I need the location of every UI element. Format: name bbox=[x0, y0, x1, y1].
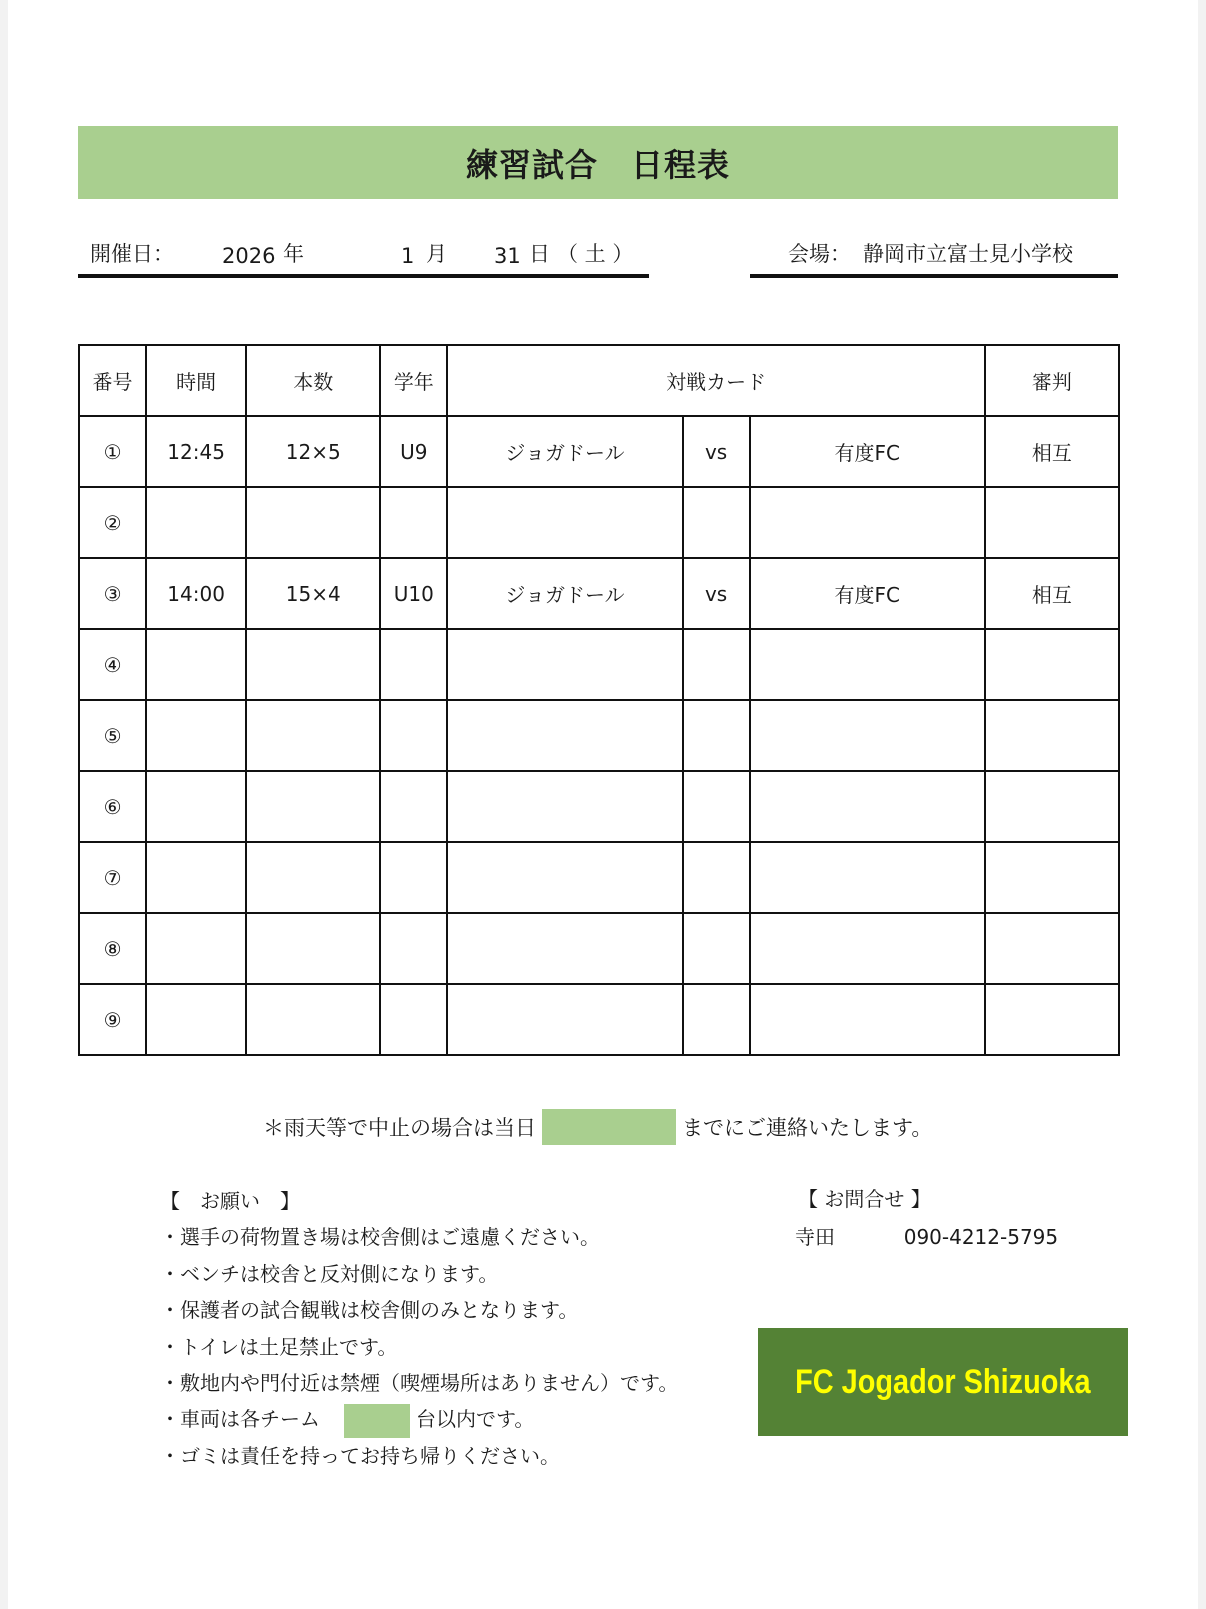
cell-team1 bbox=[447, 984, 682, 1055]
cell-referee bbox=[985, 700, 1119, 771]
request-item: ・トイレは土足禁止です。 bbox=[160, 1334, 398, 1359]
table-row bbox=[79, 771, 1119, 842]
date-label: 開催日： bbox=[90, 242, 174, 266]
cell-team2 bbox=[750, 700, 985, 771]
contact-title: 【 お問合せ 】 bbox=[798, 1187, 931, 1211]
cell-team1 bbox=[447, 842, 682, 913]
table-row bbox=[79, 558, 1119, 629]
header-number: 番号 bbox=[79, 345, 146, 416]
venue-line bbox=[750, 232, 1118, 278]
cell-number: ① bbox=[79, 416, 146, 487]
cell-time bbox=[146, 700, 246, 771]
vehicle-before: ・車両は各チーム bbox=[160, 1407, 320, 1432]
cell-number: ⑦ bbox=[79, 842, 146, 913]
cell-time bbox=[146, 842, 246, 913]
cell-referee: 相互 bbox=[985, 416, 1119, 487]
cell-grade: U10 bbox=[380, 558, 447, 629]
cell-team1 bbox=[447, 771, 682, 842]
cell-team1 bbox=[447, 629, 682, 700]
request-item-vehicle bbox=[160, 1401, 678, 1438]
cell-grade bbox=[380, 913, 447, 984]
header-referee: 審判 bbox=[985, 345, 1119, 416]
cell-vs bbox=[683, 913, 750, 984]
cell-referee bbox=[985, 984, 1119, 1055]
cell-vs bbox=[683, 700, 750, 771]
contact-time-blank bbox=[542, 1109, 676, 1145]
contact-phone[interactable]: 090-4212-5795 bbox=[903, 1225, 1059, 1249]
cell-team2 bbox=[750, 913, 985, 984]
rain-notice-after: までにご連絡いたします。 bbox=[682, 1116, 933, 1140]
request-item: ・保護者の試合観戦は校舎側のみとなります。 bbox=[160, 1298, 579, 1323]
request-item: ・選手の荷物置き場は校舎側はご遠慮ください。 bbox=[160, 1225, 600, 1250]
header-count: 本数 bbox=[246, 345, 380, 416]
table-row bbox=[79, 700, 1119, 771]
cell-number: ⑨ bbox=[79, 984, 146, 1055]
vehicle-count-blank bbox=[344, 1404, 410, 1438]
page bbox=[8, 0, 1198, 1609]
cell-count bbox=[246, 771, 380, 842]
cell-vs bbox=[683, 629, 750, 700]
cell-number: ⑤ bbox=[79, 700, 146, 771]
cell-count bbox=[246, 984, 380, 1055]
cell-time bbox=[146, 629, 246, 700]
request-item: ・ベンチは校舎と反対側になります。 bbox=[160, 1261, 499, 1286]
cell-grade bbox=[380, 487, 447, 558]
cell-team1: ジョガドール bbox=[447, 416, 682, 487]
header-grade: 学年 bbox=[380, 345, 447, 416]
header-matchup: 対戦カード bbox=[447, 345, 985, 416]
cell-grade bbox=[380, 984, 447, 1055]
cell-grade: U9 bbox=[380, 416, 447, 487]
date-weekday: （ 土 ） bbox=[557, 242, 634, 266]
title-bar bbox=[78, 126, 1118, 199]
rain-notice-before: ＊雨天等で中止の場合は当日 bbox=[263, 1116, 536, 1140]
cell-team1 bbox=[447, 913, 682, 984]
cell-time: 12:45 bbox=[146, 416, 246, 487]
document-title: 練習試合 日程表 bbox=[465, 145, 730, 184]
club-logo bbox=[758, 1328, 1128, 1436]
cell-time bbox=[146, 913, 246, 984]
table-header-row bbox=[79, 345, 1119, 416]
cell-referee: 相互 bbox=[985, 558, 1119, 629]
request-item: ・敷地内や門付近は禁煙（喫煙場所はありません）です。 bbox=[160, 1371, 679, 1396]
venue-label: 会場： bbox=[788, 242, 851, 266]
cell-count: 15×4 bbox=[246, 558, 380, 629]
cell-grade bbox=[380, 700, 447, 771]
cell-time bbox=[146, 984, 246, 1055]
date-year-unit: 年 bbox=[283, 242, 304, 266]
table-row bbox=[79, 416, 1119, 487]
cell-vs bbox=[683, 842, 750, 913]
venue-name: 静岡市立富士見小学校 bbox=[863, 242, 1073, 266]
cell-grade bbox=[380, 629, 447, 700]
contact-name: 寺田 bbox=[795, 1225, 835, 1249]
vehicle-after: 台以内です。 bbox=[416, 1407, 535, 1432]
cell-referee bbox=[985, 842, 1119, 913]
cell-time bbox=[146, 771, 246, 842]
cell-team2 bbox=[750, 842, 985, 913]
table-row bbox=[79, 984, 1119, 1055]
cell-number: ③ bbox=[79, 558, 146, 629]
cell-team1 bbox=[447, 487, 682, 558]
cell-team2 bbox=[750, 771, 985, 842]
table-row bbox=[79, 487, 1119, 558]
table-row bbox=[79, 629, 1119, 700]
cell-team2 bbox=[750, 629, 985, 700]
table-row bbox=[79, 842, 1119, 913]
schedule-table bbox=[78, 344, 1120, 1056]
cell-count: 12×5 bbox=[246, 416, 380, 487]
cell-team2: 有度FC bbox=[750, 416, 985, 487]
cell-vs bbox=[683, 984, 750, 1055]
cell-vs bbox=[683, 771, 750, 842]
cell-count bbox=[246, 487, 380, 558]
cell-time bbox=[146, 487, 246, 558]
cell-count bbox=[246, 913, 380, 984]
cell-referee bbox=[985, 487, 1119, 558]
cell-team2 bbox=[750, 487, 985, 558]
cell-team1: ジョガドール bbox=[447, 558, 682, 629]
date-month-unit: 月 bbox=[426, 242, 447, 266]
cell-number: ⑧ bbox=[79, 913, 146, 984]
requests-section bbox=[160, 1183, 678, 1474]
club-logo-text: FC Jogador Shizuoka bbox=[795, 1362, 1091, 1401]
cell-referee bbox=[985, 913, 1119, 984]
requests-title: 【 お願い 】 bbox=[160, 1189, 300, 1213]
cell-team2 bbox=[750, 984, 985, 1055]
request-item: ・ゴミは責任を持ってお持ち帰りください。 bbox=[160, 1443, 560, 1468]
cell-grade bbox=[380, 771, 447, 842]
cell-count bbox=[246, 700, 380, 771]
date-month: 1 bbox=[401, 244, 415, 268]
cell-referee bbox=[985, 771, 1119, 842]
date-year: 2026 bbox=[222, 244, 276, 268]
contact-row bbox=[795, 1221, 1058, 1250]
cell-team1 bbox=[447, 700, 682, 771]
date-line bbox=[78, 232, 649, 278]
cell-count bbox=[246, 842, 380, 913]
cell-number: ⑥ bbox=[79, 771, 146, 842]
cell-count bbox=[246, 629, 380, 700]
rain-notice bbox=[263, 1108, 932, 1146]
cell-team2: 有度FC bbox=[750, 558, 985, 629]
cell-number: ④ bbox=[79, 629, 146, 700]
header-time: 時間 bbox=[146, 345, 246, 416]
cell-time: 14:00 bbox=[146, 558, 246, 629]
cell-number: ② bbox=[79, 487, 146, 558]
cell-grade bbox=[380, 842, 447, 913]
date-day-unit: 日 bbox=[529, 242, 550, 266]
table-row bbox=[79, 913, 1119, 984]
cell-vs: vs bbox=[683, 416, 750, 487]
cell-vs: vs bbox=[683, 558, 750, 629]
cell-referee bbox=[985, 629, 1119, 700]
cell-vs bbox=[683, 487, 750, 558]
date-day: 31 bbox=[494, 244, 521, 268]
